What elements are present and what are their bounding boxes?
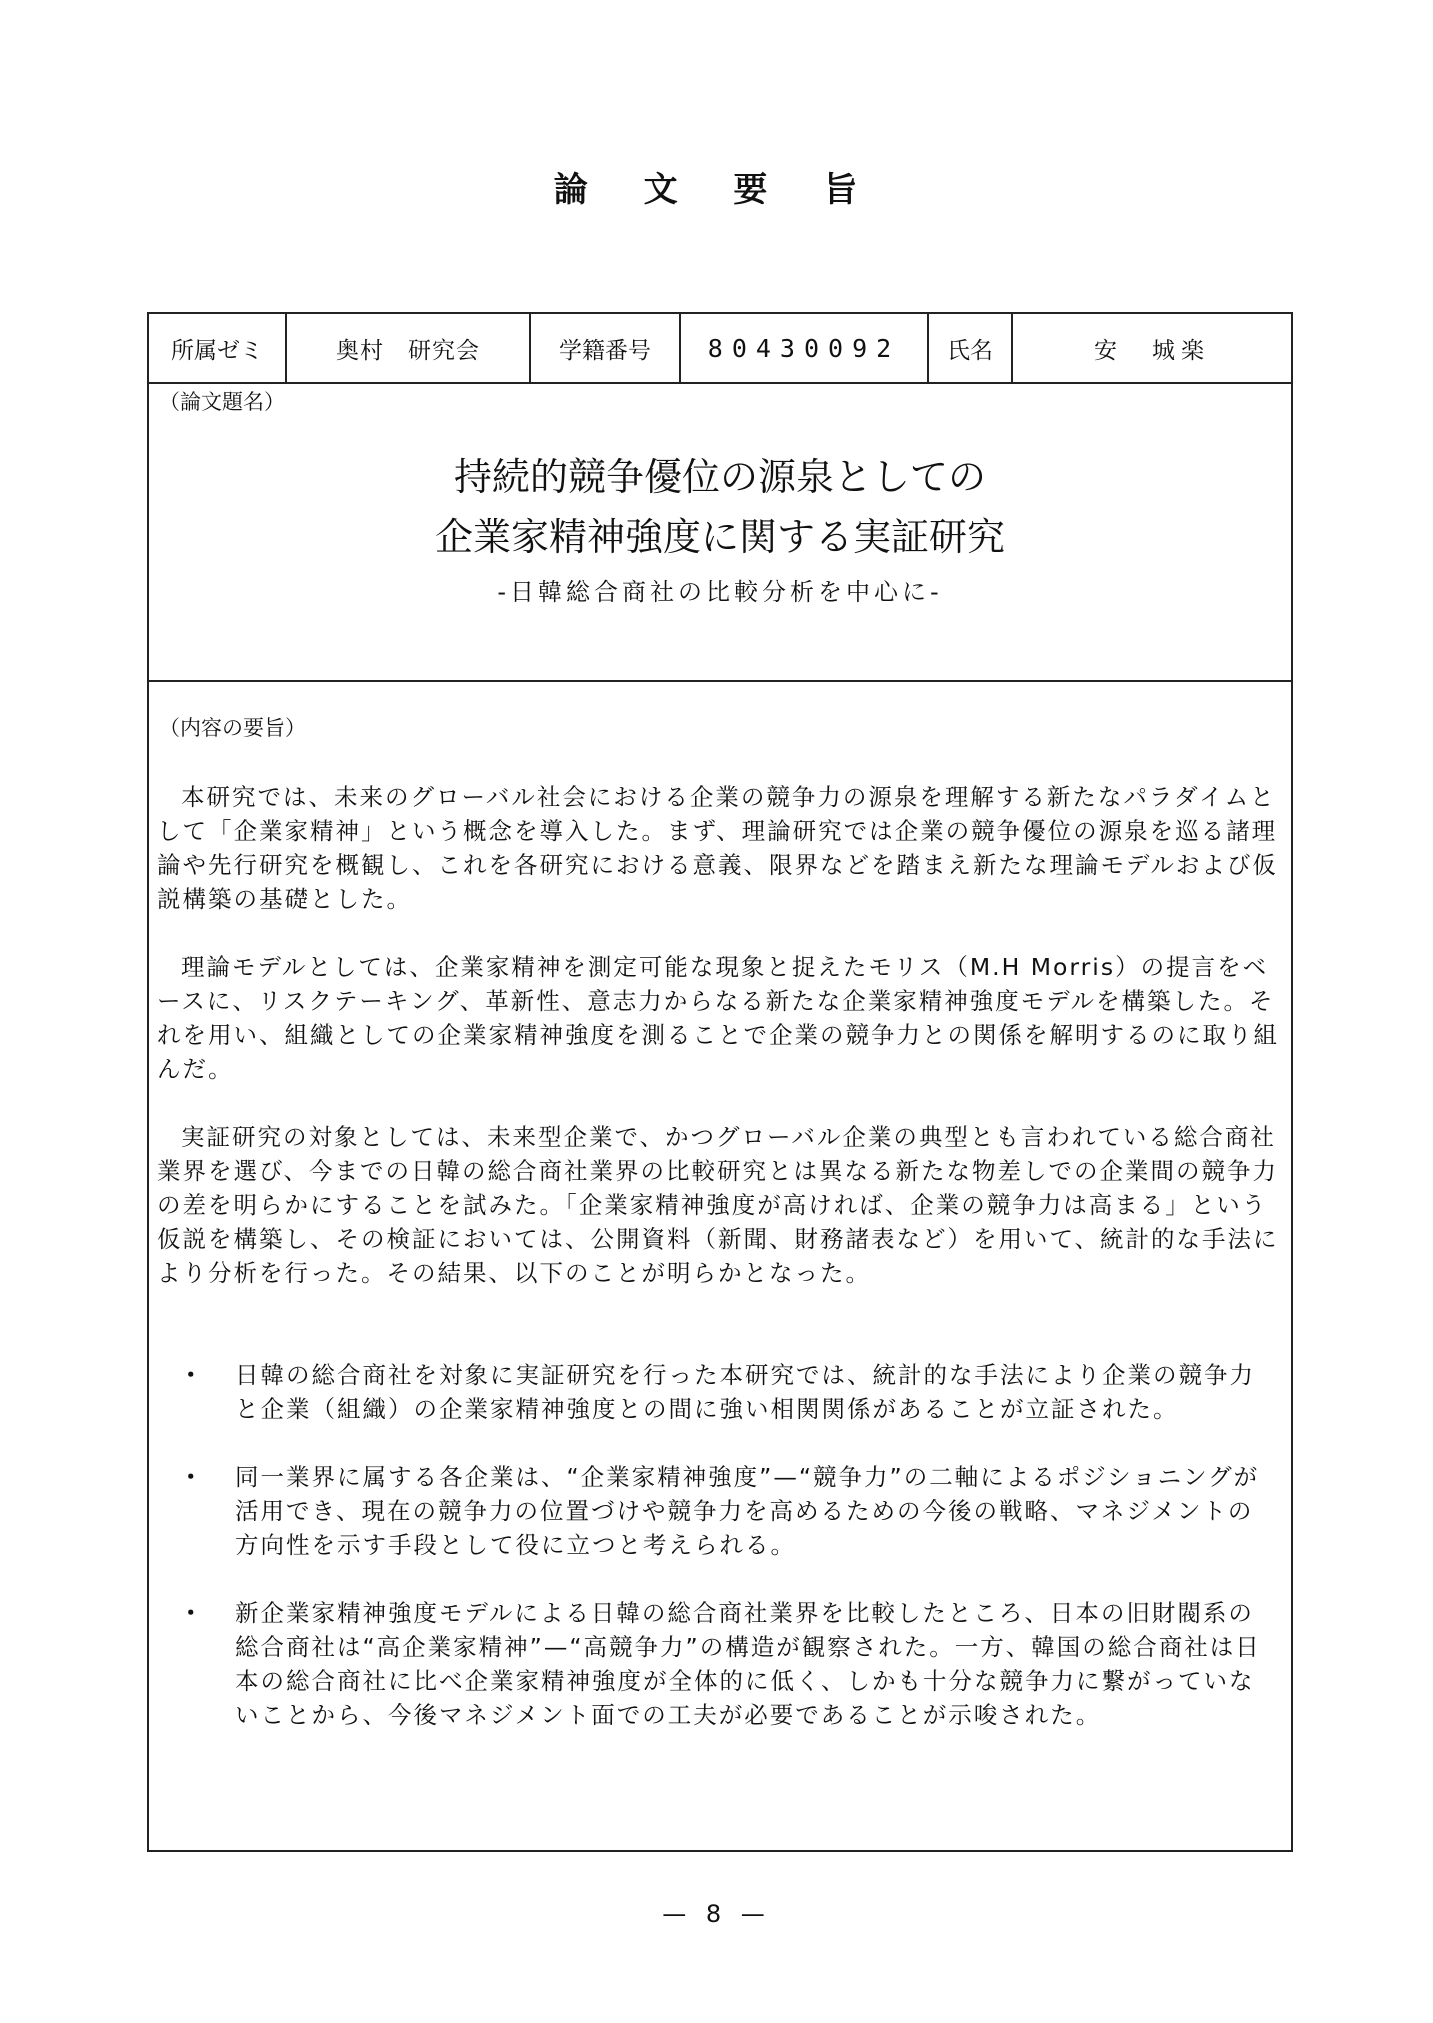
page-title: 論 文 要 旨 (553, 170, 880, 210)
page-number: — 8 — (662, 1900, 771, 1928)
abstract-form (147, 312, 1293, 1852)
seminar-label: 所属ゼミ (149, 314, 287, 382)
thesis-title-line-2: 企業家精神強度に関する実証研究 (434, 515, 1005, 559)
thesis-title-label: （論文題名） (159, 390, 285, 414)
finding-item (179, 1596, 1269, 1732)
findings-list (179, 1358, 1269, 1766)
thesis-title-line-1: 持続的競争優位の源泉としての (453, 455, 986, 499)
summary-label: （内容の要旨） (159, 716, 306, 740)
finding-item (179, 1358, 1269, 1426)
summary-paragraph-1: 本研究では、未来のグローバル社会における企業の競争力の源泉を理解する新たなパラダイムとして「企業家精神」という概念を導入した。まず、理論研究では企業の競争優位の源泉を巡る諸理論や先行研究を概観し、これを各研究における意義、限界などを踏まえ新たな理論モデルおよび仮説構築の基礎とした。 (157, 783, 1278, 913)
bullet-icon: ・ (179, 1599, 205, 1627)
thesis-title-section (149, 382, 1291, 682)
summary-paragraph-3: 実証研究の対象としては、未来型企業で、かつグローバル企業の典型とも言われている総合商社業界を選び、今までの日韓の総合商社業界の比較研究とは異なる新たな物差しでの企業間の競争力の差を明らかにすることを試みた。「企業家精神強度が高ければ、企業の競争力は高まる」という仮説を構築し、その検証においては、公開資料（新聞、財務諸表など）を用いて、統計的な手法により分析を行った。その結果、以下のことが明らかとなった。 (157, 1123, 1279, 1287)
thesis-subtitle: -日韓総合商社の比較分析を中心に- (497, 578, 943, 606)
finding-item (179, 1460, 1269, 1562)
finding-text: 同一業界に属する各企業は、“企業家精神強度”—“競争力”の二軸によるポジショニングが活用でき、現在の競争力の位置づけや競争力を高めるための今後の戦略、マネジメントの方向性を示す手段として役に立つと考えられる。 (235, 1463, 1260, 1559)
finding-text: 日韓の総合商社を対象に実証研究を行った本研究では、統計的な手法により企業の競争力と企業（組織）の企業家精神強度との間に強い相関関係があることが立証された。 (235, 1361, 1255, 1423)
summary-section (149, 680, 1291, 1850)
student-id-value: 80430092 (681, 314, 929, 382)
finding-text: 新企業家精神強度モデルによる日韓の総合商社業界を比較したところ、日本の旧財閥系の総合商社は“高企業家精神”—“高競争力”の構造が観察された。一方、韓国の総合商社は日本の総合商社に比べ企業家精神強度が全体的に低く、しかも十分な競争力に繋がっていないことから、今後マネジメント面での工夫が必要であることが示唆された。 (235, 1599, 1261, 1729)
name-label: 氏名 (929, 314, 1013, 382)
name-value: 安 城楽 (1094, 337, 1210, 364)
bullet-icon: ・ (179, 1361, 205, 1389)
student-id-label: 学籍番号 (531, 314, 681, 382)
seminar-value: 奥村 研究会 (287, 314, 531, 382)
bullet-icon: ・ (179, 1463, 205, 1491)
info-row (149, 314, 1291, 384)
summary-paragraph-2: 理論モデルとしては、企業家精神を測定可能な現象と捉えたモリス（M.H Morris）の提言をベースに、リスクテーキング、革新性、意志力からなる新たな企業家精神強度モデルを構築した。それを用い、組織としての企業家精神強度を測ることで企業の競争力との関係を解明するのに取り組んだ。 (157, 953, 1279, 1083)
